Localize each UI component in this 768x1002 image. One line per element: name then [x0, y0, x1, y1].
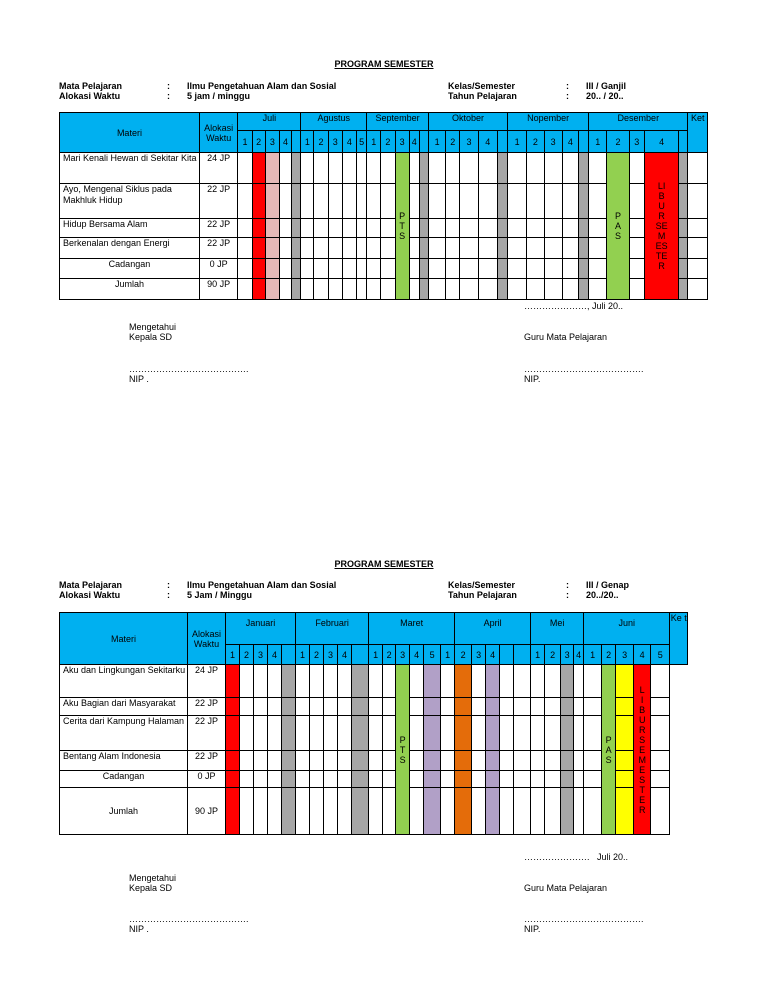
doc1-colon: : [566, 91, 569, 101]
doc1-colon: : [566, 81, 569, 91]
doc1-alokasi-label: Alokasi Waktu [59, 91, 121, 101]
header-materi: Materi [60, 113, 200, 153]
week-number [419, 131, 428, 153]
week-number [352, 645, 369, 665]
header-materi: Materi [60, 613, 188, 665]
week-number: 4 [486, 645, 500, 665]
doc1-nip-left: NIP . [129, 374, 149, 384]
doc1-nip-right: NIP. [524, 374, 541, 384]
table-row [60, 153, 708, 184]
doc1-colon: : [167, 91, 170, 101]
jp-cell: 22 JP [199, 219, 238, 238]
materi-cell: Jumlah [60, 279, 200, 300]
week-number: 1 [584, 645, 602, 665]
week-number: 1 [238, 131, 252, 153]
doc2-colon: : [566, 580, 569, 590]
week-number: 3 [395, 131, 409, 153]
doc2-mengetahui: Mengetahui [129, 873, 177, 883]
jp-cell: 90 JP [199, 279, 238, 300]
week-number [282, 645, 296, 665]
week-number: 1 [531, 645, 545, 665]
doc2-alokasi-value: 5 Jam / Minggu [187, 590, 253, 600]
week-number: 1 [508, 131, 527, 153]
week-number: 1 [369, 645, 383, 665]
month-header: Juni [584, 613, 670, 645]
week-number: 2 [527, 131, 544, 153]
header-ket: Ket [688, 113, 708, 153]
doc2-sign-line-left: …………………………………. [129, 914, 249, 924]
jp-cell: 90 JP [188, 788, 226, 835]
week-number: 1 [428, 131, 445, 153]
doc2-tahun-value: 20../20.. [586, 590, 619, 600]
week-number: 3 [616, 645, 634, 665]
doc1-kelas-value: III / Ganjil [586, 81, 627, 91]
week-number: 4 [342, 131, 356, 153]
materi-cell: Hidup Bersama Alam [60, 219, 200, 238]
doc2-sign-line-right: …………………………………. [524, 914, 644, 924]
week-number [679, 131, 688, 153]
jp-cell: 22 JP [188, 751, 226, 771]
week-number: 2 [240, 645, 254, 665]
week-number: 5 [357, 131, 367, 153]
doc2-colon: : [167, 590, 170, 600]
jp-cell: 22 JP [188, 716, 226, 751]
week-number: 1 [296, 645, 310, 665]
month-header: Mei [531, 613, 584, 645]
doc2-tahun-label: Tahun Pelajaran [448, 590, 517, 600]
week-number: 3 [396, 645, 410, 665]
week-number: 4 [574, 645, 584, 665]
materi-cell: Bentang Alam Indonesia [60, 751, 188, 771]
materi-cell: Cerita dari Kampung Halaman [60, 716, 188, 751]
month-header: Juli [238, 113, 301, 131]
materi-cell: Ayo, Mengenal Siklus pada Makhluk Hidup [60, 184, 200, 219]
doc1-sign-line-left: …………………………………. [129, 364, 249, 374]
doc1-alokasi-value: 5 jam / minggu [187, 91, 251, 101]
week-number: 2 [602, 645, 616, 665]
doc1-kelas-label: Kelas/Semester [448, 81, 516, 91]
week-number: 4 [268, 645, 282, 665]
week-number: 5 [651, 645, 670, 665]
materi-cell: Cadangan [60, 259, 200, 279]
week-number: 3 [254, 645, 268, 665]
doc2-mapel-value: Ilmu Pengetahuan Alam dan Sosial [187, 580, 337, 590]
month-header: Oktober [428, 113, 507, 131]
libur-semester-marker: LI B U R SE M ES TE R [644, 153, 678, 300]
doc2-schedule-table [59, 612, 710, 835]
jp-cell: 24 JP [199, 153, 238, 184]
month-header: Januari [226, 613, 296, 645]
week-number: 3 [265, 131, 279, 153]
jp-cell: 0 JP [199, 259, 238, 279]
doc1-mapel-value: Ilmu Pengetahuan Alam dan Sosial [187, 81, 337, 91]
materi-cell: Aku dan Lingkungan Sekitarku [60, 665, 188, 698]
week-number: 5 [424, 645, 441, 665]
doc2-title: PROGRAM SEMESTER [334, 559, 434, 569]
doc2-kelas-value: III / Genap [586, 580, 630, 590]
pas-marker: P A S [607, 153, 629, 300]
week-number: 2 [446, 131, 460, 153]
week-number: 2 [607, 131, 629, 153]
week-number: 1 [367, 131, 381, 153]
week-number [578, 131, 588, 153]
week-number: 1 [441, 645, 455, 665]
month-header: September [367, 113, 429, 131]
week-number: 3 [544, 131, 562, 153]
week-number: 4 [409, 131, 419, 153]
month-header: Maret [369, 613, 455, 645]
doc1-tahun-label: Tahun Pelajaran [448, 91, 517, 101]
week-number: 2 [455, 645, 472, 665]
doc2-kelas-label: Kelas/Semester [448, 580, 516, 590]
week-number: 4 [478, 131, 497, 153]
doc1-kepala: Kepala SD [129, 332, 173, 342]
week-number [500, 645, 514, 665]
header-alokasi: Alokasi Waktu [188, 613, 226, 665]
doc1-tahun-value: 20.. / 20.. [586, 91, 624, 101]
doc2-colon: : [566, 590, 569, 600]
pts-marker: P T S [395, 153, 409, 300]
jp-cell: 24 JP [188, 665, 226, 698]
materi-cell: Jumlah [60, 788, 188, 835]
doc2-nip-left: NIP . [129, 924, 149, 934]
week-number: 2 [310, 645, 324, 665]
materi-cell: Mari Kenali Hewan di Sekitar Kita [60, 153, 200, 184]
week-number: 4 [279, 131, 291, 153]
week-number: 2 [314, 131, 328, 153]
week-number: 3 [561, 645, 574, 665]
doc2-kepala: Kepala SD [129, 883, 173, 893]
week-number: 4 [338, 645, 352, 665]
week-number: 3 [460, 131, 478, 153]
month-header: Desember [589, 113, 688, 131]
materi-cell: Berkenalan dengan Energi [60, 238, 200, 259]
month-header: Nopember [508, 113, 589, 131]
month-header: Februari [296, 613, 369, 645]
pas-marker: P A S [602, 665, 616, 835]
jp-cell: 22 JP [199, 184, 238, 219]
jp-cell: 22 JP [188, 698, 226, 716]
header-ket: Ke t [670, 613, 688, 665]
doc2-guru: Guru Mata Pelajaran [524, 883, 608, 893]
week-number: 3 [629, 131, 644, 153]
doc1-mengetahui: Mengetahui [129, 322, 177, 332]
doc1-colon: : [167, 81, 170, 91]
week-number: 4 [562, 131, 578, 153]
week-number [514, 645, 531, 665]
doc2-mapel-label: Mata Pelajaran [59, 580, 123, 590]
week-number: 2 [252, 131, 265, 153]
month-header: Agustus [301, 113, 367, 131]
doc1-mapel-label: Mata Pelajaran [59, 81, 123, 91]
week-number: 1 [301, 131, 314, 153]
doc2-date: …………………. Juli 20.. [524, 852, 629, 862]
week-number: 1 [226, 645, 240, 665]
jp-cell: 22 JP [199, 238, 238, 259]
week-number: 4 [410, 645, 424, 665]
week-number [497, 131, 507, 153]
doc2-colon: : [167, 580, 170, 590]
materi-cell: Cadangan [60, 771, 188, 788]
week-number: 2 [545, 645, 561, 665]
libur-semester-marker: L I B U R S E M E S T E R [634, 665, 651, 835]
table-row [60, 665, 710, 698]
pts-marker: P T S [396, 665, 410, 835]
doc1-guru: Guru Mata Pelajaran [524, 332, 608, 342]
header-alokasi: Alokasi Waktu [199, 113, 238, 153]
doc1-schedule-table [59, 112, 708, 300]
materi-cell: Aku Bagian dari Masyarakat [60, 698, 188, 716]
doc1-date: …………………, Juli 20.. [524, 301, 624, 311]
week-number: 1 [589, 131, 607, 153]
week-number: 3 [472, 645, 486, 665]
week-number: 3 [328, 131, 342, 153]
week-number: 3 [324, 645, 338, 665]
week-number: 4 [634, 645, 651, 665]
week-number [292, 131, 301, 153]
week-number: 2 [381, 131, 395, 153]
jp-cell: 0 JP [188, 771, 226, 788]
doc1-title: PROGRAM SEMESTER [334, 59, 434, 69]
month-header: April [455, 613, 531, 645]
week-number: 2 [383, 645, 396, 665]
doc2-nip-right: NIP. [524, 924, 541, 934]
doc1-sign-line-right: …………………………………. [524, 364, 644, 374]
week-number: 4 [644, 131, 678, 153]
doc2-alokasi-label: Alokasi Waktu [59, 590, 121, 600]
